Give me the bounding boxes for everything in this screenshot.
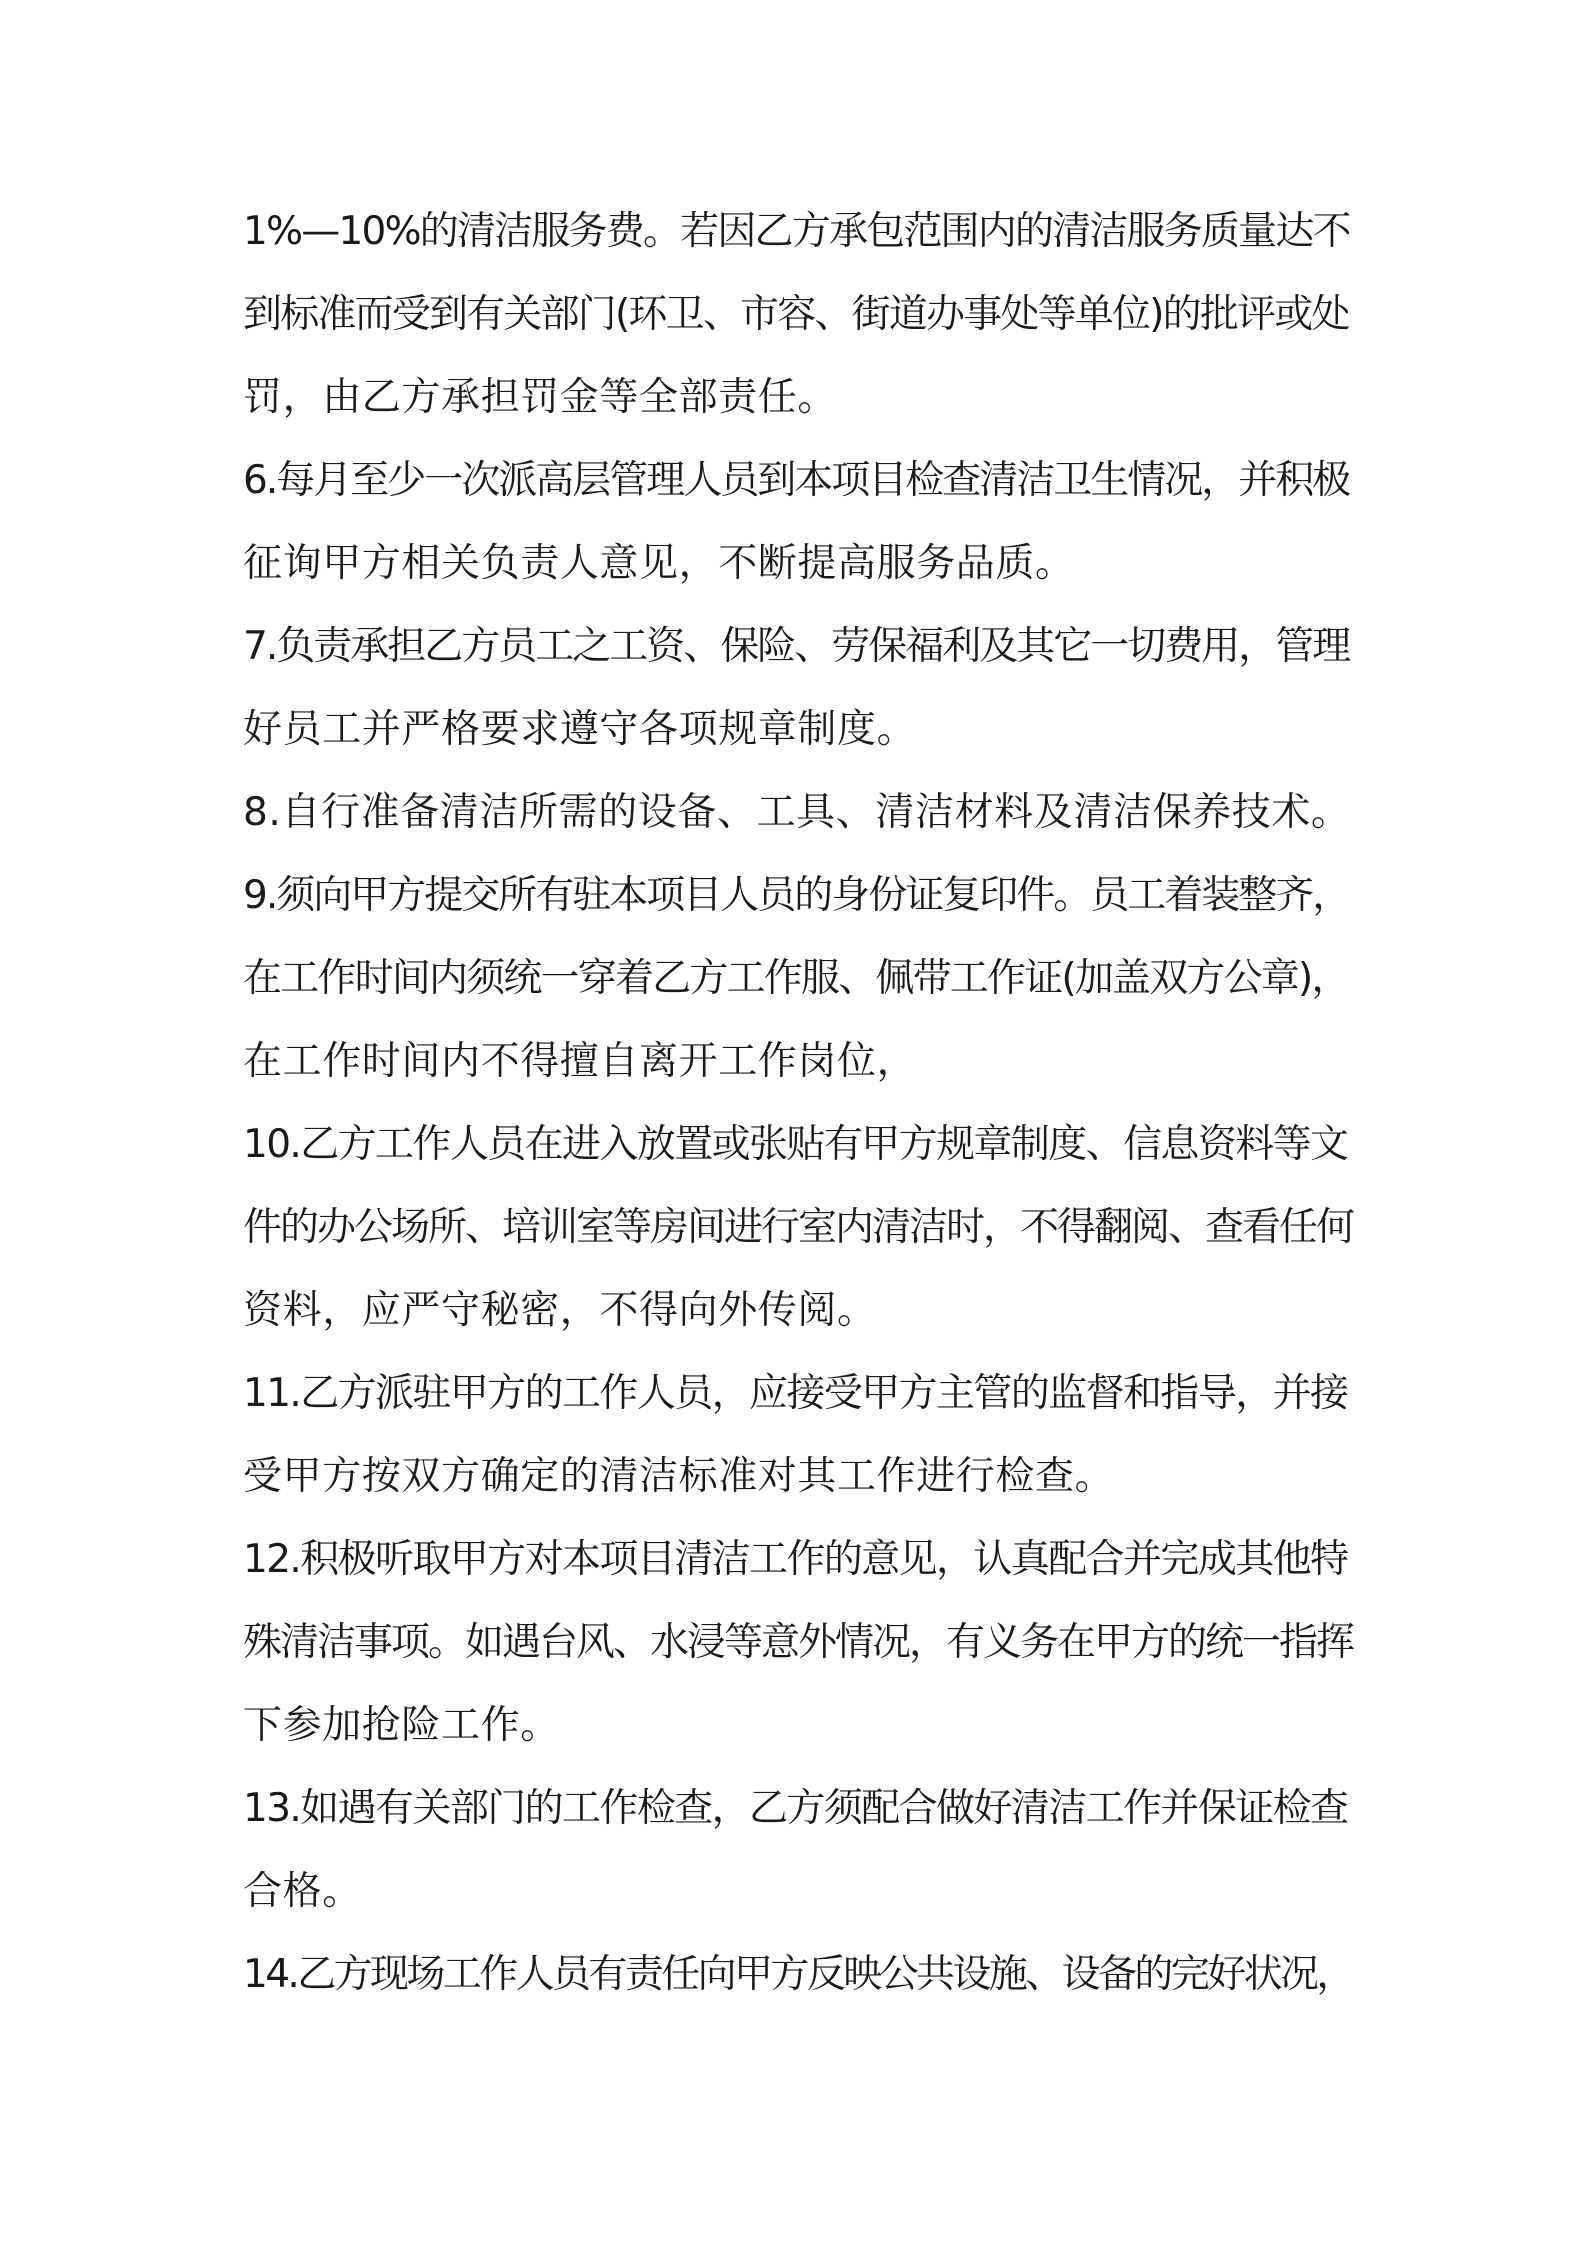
text-line: 受甲方按双方确定的清洁标准对其工作进行检查。 xyxy=(243,1454,1115,1499)
paragraph-item-11 xyxy=(243,1352,1353,1518)
paragraph-item-14 xyxy=(243,1933,1353,2016)
text-line: 到标准而受到有关部门(环卫、市容、街道办事处等单位)的批评或处 xyxy=(243,292,1349,337)
paragraph-item-7 xyxy=(243,605,1353,771)
paragraph-item-12 xyxy=(243,1518,1353,1767)
document-body xyxy=(243,190,1353,2016)
text-line: 8.自行准备清洁所需的设备、工具、清洁材料及清洁保养技术。 xyxy=(243,790,1351,835)
text-line: 在工作时间内不得擅自离开工作岗位， xyxy=(243,1039,917,1084)
paragraph-item-9 xyxy=(243,854,1353,1103)
text-line: 1%—10%的清洁服务费。若因乙方承包范围内的清洁服务质量达不 xyxy=(243,209,1350,254)
text-line: 合格。 xyxy=(243,1869,362,1914)
text-line: 14.乙方现场工作人员有责任向甲方反映公共设施、设备的完好状况， xyxy=(243,1952,1353,1997)
text-line: 罚，由乙方承担罚金等全部责任。 xyxy=(243,375,838,420)
paragraph-fee-clause xyxy=(243,190,1353,439)
text-line: 7.负责承担乙方员工之工资、保险、劳保福利及其它一切费用，管理 xyxy=(243,624,1350,669)
text-line: 资料，应严守秘密，不得向外传阅。 xyxy=(243,1288,877,1333)
text-line: 13.如遇有关部门的工作检查，乙方须配合做好清洁工作并保证检查 xyxy=(243,1786,1348,1831)
text-line: 11.乙方派驻甲方的工作人员，应接受甲方主管的监督和指导，并接 xyxy=(243,1371,1348,1416)
text-line: 12.积极听取甲方对本项目清洁工作的意见，认真配合并完成其他特 xyxy=(243,1537,1348,1582)
text-line: 好员工并严格要求遵守各项规章制度。 xyxy=(243,707,917,752)
text-line: 征询甲方相关负责人意见，不断提高服务品质。 xyxy=(243,541,1075,586)
text-line: 9.须向甲方提交所有驻本项目人员的身份证复印件。员工着装整齐， xyxy=(243,873,1350,918)
text-line: 件的办公场所、培训室等房间进行室内清洁时，不得翻阅、查看任何 xyxy=(243,1205,1354,1250)
paragraph-item-13 xyxy=(243,1767,1353,1933)
paragraph-item-6 xyxy=(243,439,1353,605)
text-line: 在工作时间内须统一穿着乙方工作服、佩带工作证(加盖双方公章)， xyxy=(243,956,1349,1001)
text-line: 殊清洁事项。如遇台风、水浸等意外情况，有义务在甲方的统一指挥 xyxy=(243,1620,1354,1665)
text-line: 10.乙方工作人员在进入放置或张贴有甲方规章制度、信息资料等文 xyxy=(243,1122,1348,1167)
text-line: 下参加抢险工作。 xyxy=(243,1703,560,1748)
paragraph-item-10 xyxy=(243,1103,1353,1352)
text-line: 6.每月至少一次派高层管理人员到本项目检查清洁卫生情况，并积极 xyxy=(243,458,1350,503)
paragraph-item-8 xyxy=(243,771,1353,854)
